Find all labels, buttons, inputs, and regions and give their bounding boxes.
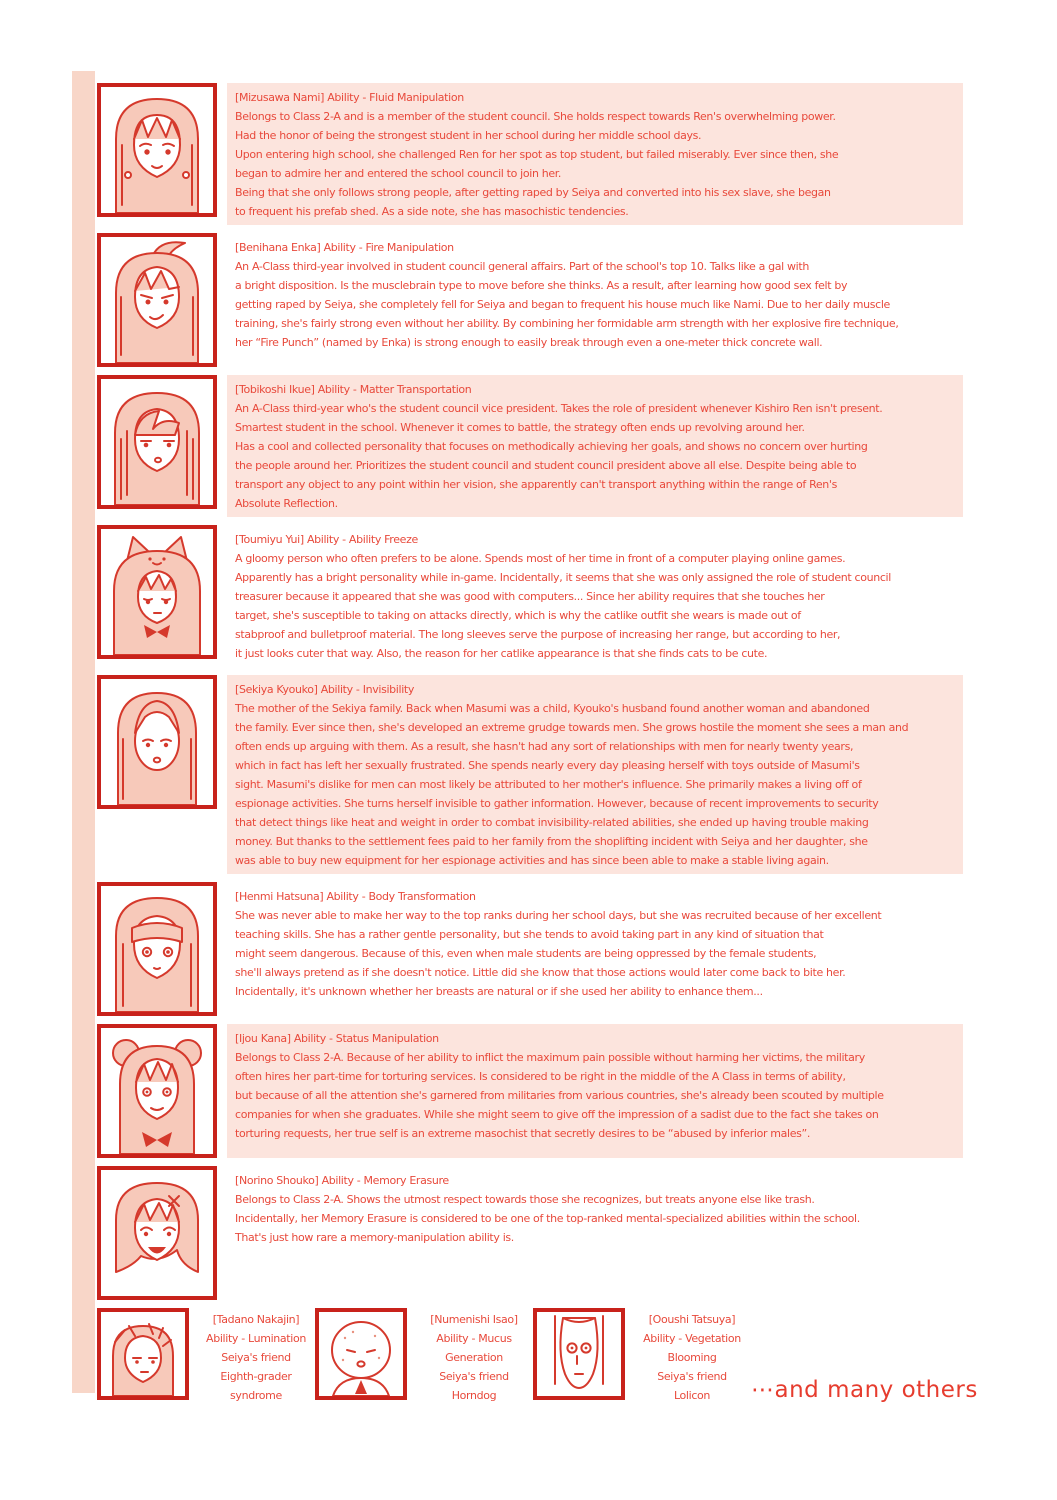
mini-profile-numenishi-isao [315, 1308, 533, 1405]
mini-profile-text: [Numenishi Isao] Ability - Mucus Generation Seiya's friend Horndog [430, 1313, 518, 1402]
profile-row-toumiyu-yui [97, 525, 963, 667]
portrait-numenishi-isao [315, 1308, 407, 1400]
profile-text-block [227, 675, 963, 874]
profile-text-block [227, 525, 963, 667]
profile-title: [Benihana Enka] Ability - Fire Manipulation [235, 241, 454, 254]
profile-description: A gloomy person who often prefers to be alone. Spends most of her time in front of a computer playing online games. Apparently has a bright personality while in-game. Incidentally, it seems that she was only assigned the role of student council treasurer because it appeared that she was good with computers... Since her ability requires that she touches her target, she's susceptible to taking on attacks directly, which is why the catlike outfit she wears is made out of stabproof and bulletproof material. The long sleeves serve the purpose of increasing her range, but according to her, it just looks cuter that way. Also, the reason for her catlike appearance is that she finds cats to be cute. [235, 552, 891, 660]
mini-profile-tadano-nakajin [97, 1308, 315, 1405]
profile-title: [Ijou Kana] Ability - Status Manipulation [235, 1032, 439, 1045]
profile-title: [Toumiyu Yui] Ability - Ability Freeze [235, 533, 418, 546]
profile-description: An A-Class third-year involved in student council general affairs. Part of the school's top 10. Talks like a gal with a bright disposition. Is the musclebrain type to move before she thinks. As a result, after learning how good sex felt by getting raped by Seiya, she completely fell for Seiya and began to frequent his house much like Nami. Due to her daily muscle training, she's fairly strong even without her ability. By combining her formidable arm strength with her explosive fire technique, her “Fire Punch” (named by Enka) is strong enough to easily break through even a one-meter thick concrete wall. [235, 260, 899, 349]
portrait-ijou-kana [97, 1024, 217, 1158]
mini-profile-text: [Ooushi Tatsuya] Ability - Vegetation Blooming Seiya's friend Lolicon [643, 1313, 741, 1402]
profile-row-ijou-kana [97, 1024, 963, 1158]
profile-row-mizusawa-nami [97, 83, 963, 225]
profile-text-block [227, 882, 963, 1016]
profile-title: [Mizusawa Nami] Ability - Fluid Manipulation [235, 91, 464, 104]
portrait-sekiya-kyouko [97, 675, 217, 809]
profile-title: [Tobikoshi Ikue] Ability - Matter Transportation [235, 383, 472, 396]
and-many-others-note: ⋯and many others [751, 1377, 978, 1403]
profile-description: Belongs to Class 2-A. Shows the utmost respect towards those she recognizes, but treats anyone else like trash. Incidentally, her Memory Erasure is considered to be one of the top-ranked mental-specialized abilities within the school. That's just how rare a memory-manipulation ability is. [235, 1193, 860, 1244]
portrait-ooushi-tatsuya [533, 1308, 625, 1400]
portrait-benihana-enka [97, 233, 217, 367]
mini-profile-text: [Tadano Nakajin] Ability - Lumination Seiya's friend Eighth-grader syndrome [206, 1313, 306, 1402]
mini-profile-ooushi-tatsuya [533, 1308, 751, 1405]
profile-description: The mother of the Sekiya family. Back when Masumi was a child, Kyouko's husband found another woman and abandoned the family. Ever since then, she's developed an extreme grudge towards men. She grows hostile the moment she sees a man and often ends up arguing with them. As a result, she hasn't had any sort of relationships with men for nearly twenty years, which in fact has left her sexually frustrated. She spends nearly every day pleasing herself with toys outside of Masumi's sight. Masumi's dislike for men can most likely be attributed to her mother's influence. She primarily makes a living off of espionage activities. She turns herself invisible to gather information. However, because of recent improvements to security that detect things like heat and weight in order to combat invisibility-related abilities, she ended up having trouble making money. But thanks to the settlement fees paid to her family from the shoplifting incident with Seiya and her daughter, she was able to buy new equipment for her espionage activities and has since been able to make a stable living again. [235, 702, 909, 867]
profile-description: She was never able to make her way to the top ranks during her school days, but she was recruited because of her excellent teaching skills. She has a rather gentle personality, but she tends to avoid taking part in any kind of situation that might seem dangerous. Because of this, even when male students are being oppressed by the female students, she'll always pretend as if she doesn't notice. Little did she know that those actions would later come back to bite her. Incidentally, it's unknown whether her breasts are natural or if she used her ability to enhance them... [235, 909, 882, 998]
profile-row-sekiya-kyouko [97, 675, 963, 874]
profile-title: [Henmi Hatsuna] Ability - Body Transformation [235, 890, 476, 903]
profile-description: An A-Class third-year who's the student council vice president. Takes the role of president whenever Kishiro Ren isn't present. Smartest student in the school. Whenever it comes to battle, the strategy often ends up revolving around her. Has a cool and collected personality that focuses on methodically achieving her goals, and shows no concern over hurting the people around her. Prioritizes the student council and student council president above all else. Despite being able to transport any object to any point within her vision, she apparently can't transport anything within the range of Ren's Absolute Reflection. [235, 402, 883, 510]
profile-text-block [227, 375, 963, 517]
portrait-norino-shouko [97, 1166, 217, 1300]
profile-title: [Sekiya Kyouko] Ability - Invisibility [235, 683, 415, 696]
profile-text-block [227, 233, 963, 367]
portrait-toumiyu-yui [97, 525, 217, 659]
profile-description: Belongs to Class 2-A and is a member of the student council. She holds respect towards Ren's overwhelming power. Had the honor of being the strongest student in her school during her middle school days. Upon entering high school, she challenged Ren for her spot as top student, but failed miserably. Ever since then, she began to admire her and entered the school council to join her. Being that she only follows strong people, after getting raped by Seiya and converted into his sex slave, she began to frequent his prefab shed. As a side note, she has masochistic tendencies. [235, 110, 839, 218]
portrait-tadano-nakajin [97, 1308, 189, 1400]
portrait-henmi-hatsuna [97, 882, 217, 1016]
portrait-tobikoshi-ikue [97, 375, 217, 509]
profile-row-henmi-hatsuna [97, 882, 963, 1016]
profile-text-block [227, 1024, 963, 1158]
profile-row-tobikoshi-ikue [97, 375, 963, 517]
profile-text-block [227, 83, 963, 225]
profile-row-norino-shouko [97, 1166, 963, 1300]
portrait-mizusawa-nami [97, 83, 217, 217]
profiles-list [97, 83, 978, 1405]
left-accent-strip [72, 71, 95, 1393]
minor-characters-row [97, 1308, 978, 1405]
profile-row-benihana-enka [97, 233, 963, 367]
profile-description: Belongs to Class 2-A. Because of her ability to inflict the maximum pain possible without harming her victims, the military often hires her part-time for torturing services. Is considered to be right in the middle of the A Class in terms of ability, but because of all the attention she's garnered from militaries from various countries, she's already been scouted by multiple companies for when she graduates. While she might seem to give off the impression of a sadist due to the fact she takes on torturing requests, her true self is an extreme masochist that secretly desires to be “abused by inferior males”. [235, 1051, 884, 1140]
profile-text-block [227, 1166, 963, 1300]
profile-title: [Norino Shouko] Ability - Memory Erasure [235, 1174, 449, 1187]
